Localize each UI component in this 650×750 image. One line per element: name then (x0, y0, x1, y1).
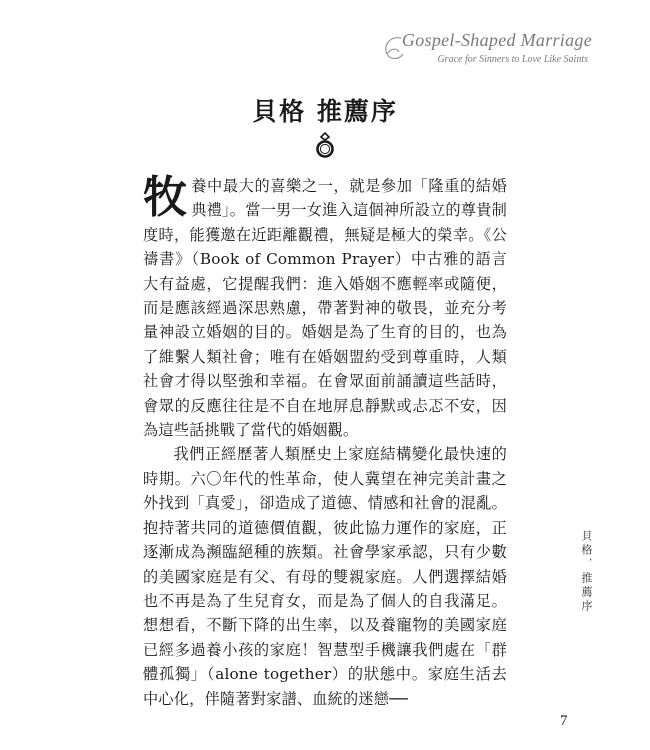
ring-icon (313, 131, 337, 159)
paragraph-2: 我們正經歷著人類歷史上家庭結構變化最快速的時期。六〇年代的性革命，使人冀望在神完美計畫之外找到「真愛」，卻造成了道德、情感和社會的混亂。抱持著共同的道德價值觀，彼此協力運作的家庭，正逐漸成為瀕臨絕種的族類。社會學家承認，只有少數的美國家庭是有父、有母的雙親家庭。人們選擇結婚也不再是為了生兒育女，而是為了個人的自我滿足。想想看，不斷下降的出生率，以及養寵物的美國家庭已經多過養小孩的家庭！智慧型手機讓我們處在「群體孤獨」（alone together）的狀態中。家庭生活去中心化，伴隨著對家譜、血統的迷戀── (143, 445, 507, 708)
book-subtitle: Grace for Sinners to Love Like Saints (437, 54, 588, 65)
drop-cap: 牧 (143, 172, 188, 223)
body-text (143, 174, 507, 711)
book-title: Gospel-Shaped Marriage (401, 30, 592, 50)
swash-ornament-icon (381, 34, 407, 64)
running-side-label: 貝格．推薦序 (580, 530, 593, 614)
page-number: 7 (560, 713, 568, 729)
book-header-logo (377, 30, 592, 82)
paragraph-1 (143, 174, 507, 442)
paragraph-1-text: 養中最大的喜樂之一，就是參加「隆重的結婚典禮」。當一男一女進入這個神所設立的尊貴制度時，能獲邀在近距離觀禮，無疑是極大的榮幸。《公禱書》（Book of Common Prayer）中古雅的語言大有益處，它提醒我們：進入婚姻不應輕率或隨便，而是應該經過深思熟慮，帶著對神的敬畏，並充分考量神設立婚姻的目的。婚姻是為了生育的目的，也為了維繫人類社會；唯有在婚姻盟約受到尊重時，人類社會才得以堅強和幸福。在會眾面前誦讀這些話時，會眾的反應往往是不自在地屏息靜默或忐忑不安，因為這些話挑戰了當代的婚姻觀。 (143, 177, 507, 440)
chapter-title: 貝格 推薦序 (252, 97, 398, 126)
